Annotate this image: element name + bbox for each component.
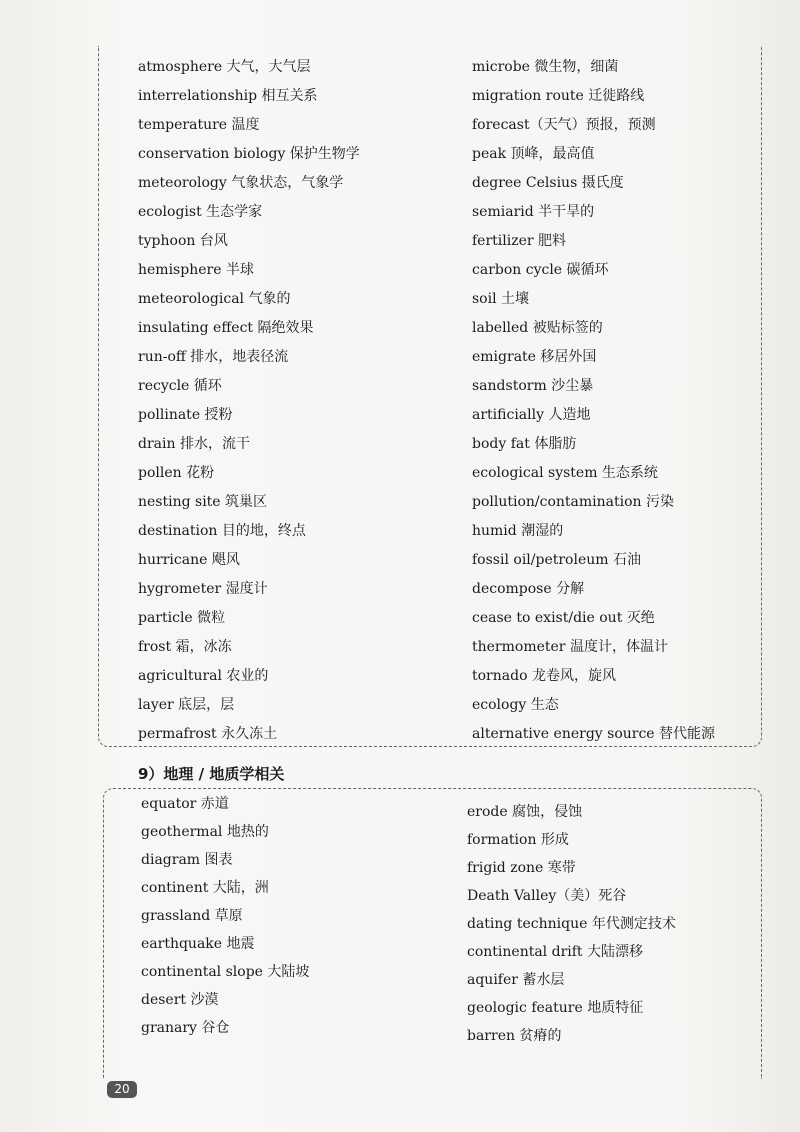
- vocab-item: labelled 被贴标签的: [472, 320, 603, 336]
- vocab-item: soil 土壤: [472, 291, 530, 307]
- vocab-item: destination 目的地，终点: [138, 523, 306, 539]
- vocab-item: fossil oil/petroleum 石油: [472, 552, 641, 568]
- vocab-item: fertilizer 肥料: [472, 233, 567, 249]
- vocab-item: nesting site 筑巢区: [138, 494, 268, 510]
- vocab-item: meteorological 气象的: [138, 291, 291, 307]
- vocab-item: drain 排水，流干: [138, 436, 250, 452]
- vocab-item: sandstorm 沙尘暴: [472, 378, 594, 394]
- vocab-item: tornado 龙卷风，旋风: [472, 668, 616, 684]
- vocab-item: pollinate 授粉: [138, 407, 233, 423]
- vocab-item: ecological system 生态系统: [472, 465, 658, 481]
- vocab-item: hurricane 飓风: [138, 552, 240, 568]
- vocab-item: geothermal 地热的: [141, 824, 269, 840]
- vocab-item: aquifer 蓄水层: [467, 972, 565, 988]
- vocab-item: erode 腐蚀，侵蚀: [467, 804, 583, 820]
- vocab-item: frost 霜，冰冻: [138, 639, 232, 655]
- vocab-item: atmosphere 大气，大气层: [138, 59, 311, 75]
- vocab-item: diagram 图表: [141, 852, 233, 868]
- vocab-item: body fat 体脂肪: [472, 436, 577, 452]
- vocab-item: continent 大陆，洲: [141, 880, 269, 896]
- vocab-item: microbe 微生物，细菌: [472, 59, 619, 75]
- vocab-item: granary 谷仓: [141, 1020, 230, 1036]
- vocab-item: migration route 迁徙路线: [472, 88, 645, 104]
- vocab-item: hygrometer 湿度计: [138, 581, 268, 597]
- vocab-item: meteorology 气象状态，气象学: [138, 175, 344, 191]
- vocab-item: typhoon 台风: [138, 233, 228, 249]
- vocab-item: temperature 温度: [138, 117, 260, 133]
- vocab-item: earthquake 地震: [141, 936, 255, 952]
- vocab-item: conservation biology 保护生物学: [138, 146, 360, 162]
- vocab-item: ecologist 生态学家: [138, 204, 263, 220]
- vocab-item: equator 赤道: [141, 796, 229, 812]
- vocab-item: agricultural 农业的: [138, 668, 269, 684]
- page-number: 20: [107, 1081, 137, 1098]
- vocab-item: geologic feature 地质特征: [467, 1000, 644, 1016]
- vocab-item: alternative energy source 替代能源: [472, 726, 716, 742]
- vocab-item: pollution/contamination 污染: [472, 494, 675, 510]
- vocab-item: run-off 排水，地表径流: [138, 349, 289, 365]
- vocab-item: emigrate 移居外国: [472, 349, 597, 365]
- vocab-item: formation 形成: [467, 832, 569, 848]
- vocab-item: permafrost 永久冻土: [138, 726, 278, 742]
- vocab-item: artificially 人造地: [472, 407, 591, 423]
- vocab-item: dating technique 年代测定技术: [467, 916, 676, 932]
- vocab-item: interrelationship 相互关系: [138, 88, 318, 104]
- vocab-item: humid 潮湿的: [472, 523, 564, 539]
- vocab-item: recycle 循环: [138, 378, 222, 394]
- vocab-item: pollen 花粉: [138, 465, 215, 481]
- vocab-item: cease to exist/die out 灭绝: [472, 610, 655, 626]
- vocab-item: continental drift 大陆漂移: [467, 944, 643, 960]
- vocab-item: semiarid 半干旱的: [472, 204, 595, 220]
- vocab-item: grassland 草原: [141, 908, 243, 924]
- vocab-item: frigid zone 寒带: [467, 860, 576, 876]
- vocab-item: degree Celsius 摄氏度: [472, 175, 624, 191]
- vocab-item: particle 微粒: [138, 610, 226, 626]
- vocab-item: insulating effect 隔绝效果: [138, 320, 314, 336]
- vocab-item: carbon cycle 碳循环: [472, 262, 609, 278]
- vocab-item: peak 顶峰，最高值: [472, 146, 595, 162]
- vocab-item: continental slope 大陆坡: [141, 964, 310, 980]
- vocab-item: desert 沙漠: [141, 992, 219, 1008]
- section-heading-geography: 9）地理 / 地质学相关: [138, 765, 285, 783]
- vocab-item: hemisphere 半球: [138, 262, 254, 278]
- vocab-item: ecology 生态: [472, 697, 559, 713]
- vocab-item: thermometer 温度计，体温计: [472, 639, 668, 655]
- vocab-item: Death Valley（美）死谷: [467, 888, 627, 904]
- vocab-item: decompose 分解: [472, 581, 585, 597]
- vocab-item: layer 底层，层: [138, 697, 235, 713]
- vocab-item: forecast（天气）预报，预测: [472, 117, 656, 133]
- vocab-item: barren 贫瘠的: [467, 1028, 562, 1044]
